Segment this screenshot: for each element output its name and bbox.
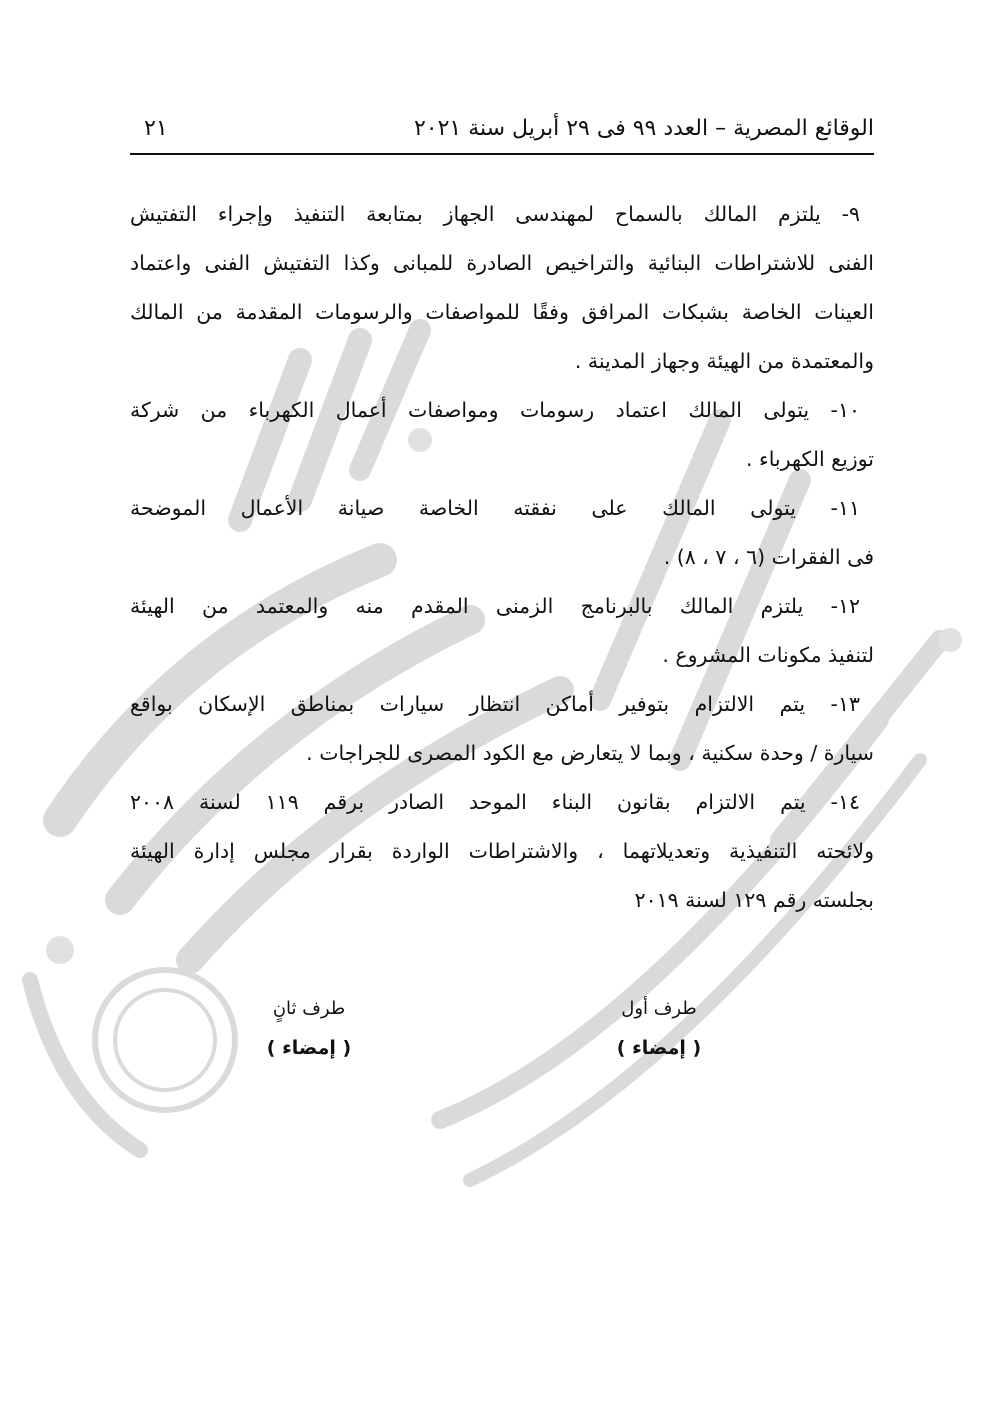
header-divider: [130, 153, 874, 155]
page-header: [130, 112, 874, 152]
text-line: ١٢- يلتزم المالك بالبرنامج الزمنى المقدم منه والمعتمد من الهيئة: [130, 594, 860, 618]
text-line: ٩- يلتزم المالك بالسماح لمهندسى الجهاز بمتابعة التنفيذ وإجراء التفتيش: [130, 202, 860, 226]
clause-14: [130, 778, 874, 925]
text-line: والمعتمدة من الهيئة وجهاز المدينة .: [574, 349, 874, 373]
text-line: لتنفيذ مكونات المشروع .: [662, 643, 874, 667]
text-line: ١٣- يتم الالتزام بتوفير أماكن انتظار سيارات بمناطق الإسكان بواقع: [130, 692, 860, 716]
text-line: ولائحته التنفيذية وتعديلاتهما ، والاشتراطات الواردة بقرار مجلس إدارة الهيئة: [130, 839, 874, 863]
page-number: ٢١: [144, 116, 168, 141]
clause-13: [130, 680, 874, 778]
text-line: الفنى للاشتراطات البنائية والتراخيص الصادرة للمبانى وكذا التفتيش الفنى واعتماد: [130, 251, 874, 275]
publication-title: الوقائع المصرية – العدد ٩٩ فى ٢٩ أبريل سنة ٢٠٢١: [413, 116, 874, 141]
clause-12: [130, 582, 874, 680]
clause-10: [130, 386, 874, 484]
clause-9: [130, 190, 874, 386]
first-party-label: طرف أول: [621, 998, 697, 1019]
first-party-signature-block: [604, 998, 714, 1059]
document-body: [130, 190, 874, 925]
second-party-signature-block: [254, 998, 364, 1059]
text-line: العينات الخاصة بشبكات المرافق وفقًا للمواصفات والرسومات المقدمة من المالك: [130, 300, 874, 324]
text-line: ١٤- يتم الالتزام بقانون البناء الموحد الصادر برقم ١١٩ لسنة ٢٠٠٨: [130, 790, 860, 814]
second-party-label: طرف ثانٍ: [272, 998, 346, 1019]
text-line: فى الفقرات (٦ ، ٧ ، ٨) .: [663, 545, 874, 569]
text-line: بجلسته رقم ١٢٩ لسنة ٢٠١٩: [634, 888, 874, 912]
second-party-signature: ( إمضاء ): [266, 1037, 352, 1059]
text-line: توزيع الكهرباء .: [746, 447, 874, 471]
text-line: ١٠- يتولى المالك اعتماد رسومات ومواصفات أعمال الكهرباء من شركة: [130, 398, 860, 422]
text-line: سيارة / وحدة سكنية ، وبما لا يتعارض مع الكود المصرى للجراجات .: [306, 741, 874, 765]
first-party-signature: ( إمضاء ): [616, 1037, 702, 1059]
clause-11: [130, 484, 874, 582]
text-line: ١١- يتولى المالك على نفقته الخاصة صيانة الأعمال الموضحة: [130, 496, 860, 520]
